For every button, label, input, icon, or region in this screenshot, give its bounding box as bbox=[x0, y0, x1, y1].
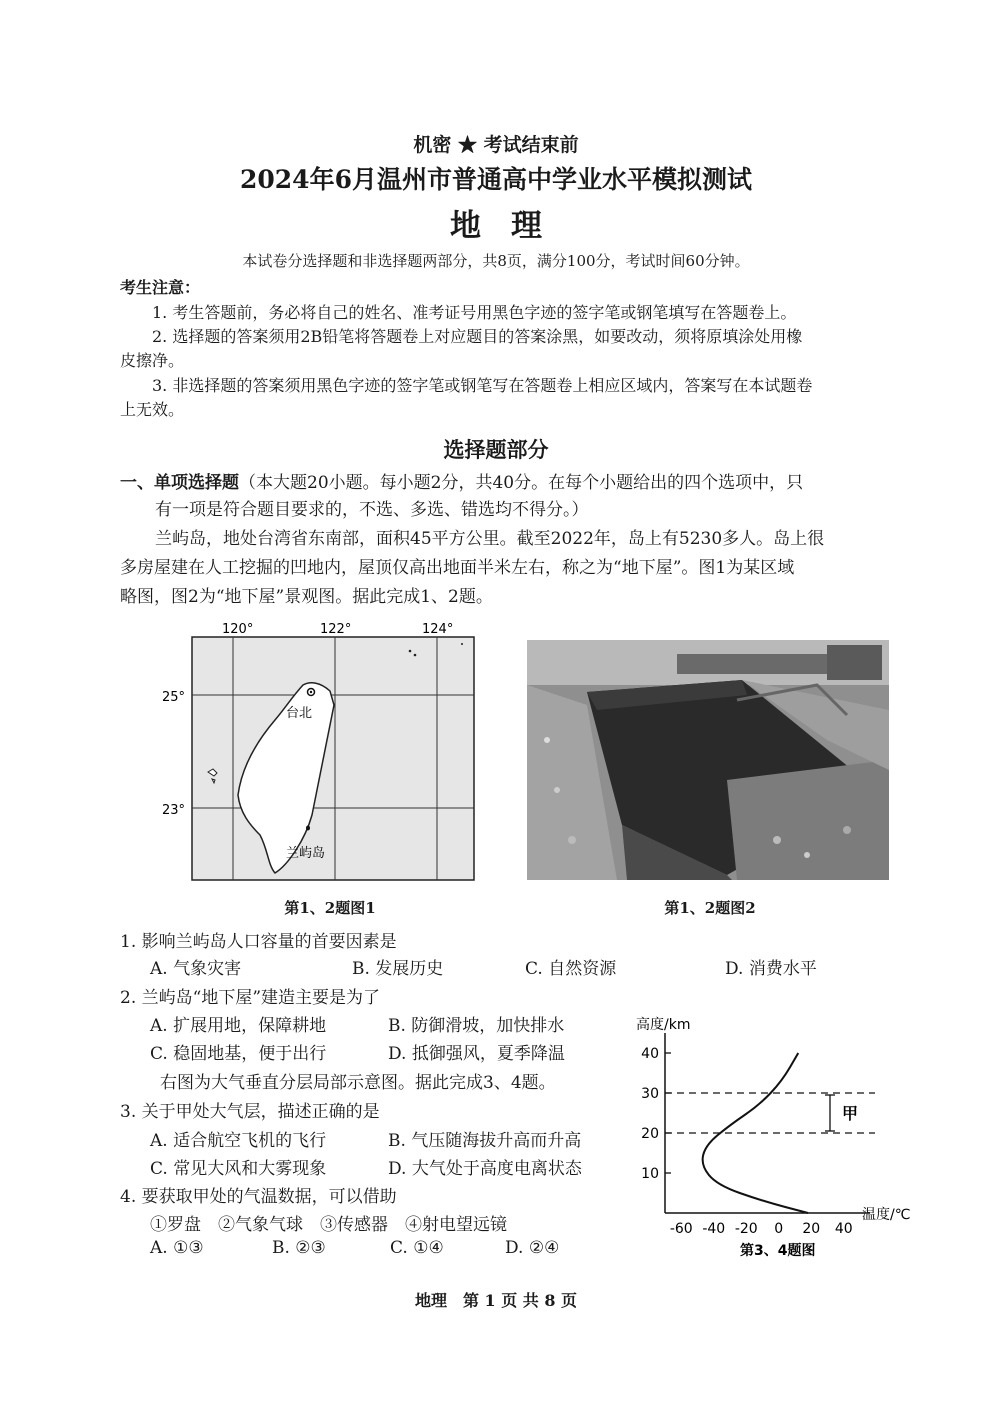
q1-option-b: B. 发展历史 bbox=[352, 959, 444, 979]
lon-label-122: 122° bbox=[320, 622, 352, 637]
notice-heading: 考生注意： bbox=[120, 278, 201, 297]
q3-option-a: A. 适合航空飞机的飞行 bbox=[150, 1131, 327, 1151]
taipei-label: 台北 bbox=[286, 706, 313, 721]
q1-option-c: C. 自然资源 bbox=[525, 959, 617, 979]
islet-2 bbox=[414, 654, 417, 657]
q4-items: ①罗盘 ②气象气球 ③传感器 ④射电望远镜 bbox=[150, 1215, 507, 1235]
passage-line-3: 略图，图2为“地下屋”景观图。据此完成1、2题。 bbox=[120, 587, 493, 607]
chart-xlabel: 温度/℃ bbox=[862, 1207, 911, 1223]
part1-desc: （本大题20小题。每小题2分，共40分。在每个小题给出的四个选项中，只 bbox=[239, 473, 804, 493]
q3-option-b: B. 气压随海拔升高而升高 bbox=[388, 1131, 582, 1151]
notice-item-2-cont: 皮擦净。 bbox=[120, 351, 185, 370]
confidential-label: 机密 ★ 考试结束前 bbox=[413, 134, 579, 156]
underground-house-photo bbox=[527, 640, 889, 880]
map-frame bbox=[192, 637, 474, 880]
x-tick-label-0: 0 bbox=[774, 1221, 784, 1237]
part1-instructions bbox=[120, 468, 803, 493]
chart-caption: 第3、4题图 bbox=[740, 1243, 816, 1259]
q2-option-a: A. 扩展用地，保障耕地 bbox=[150, 1016, 327, 1036]
q1-option-d: D. 消费水平 bbox=[725, 959, 817, 979]
q2-option-b: B. 防御滑坡，加快排水 bbox=[388, 1016, 565, 1036]
question-4: 4. 要获取甲处的气温数据，可以借助 bbox=[120, 1187, 397, 1207]
q2-option-d: D. 抵御强风，夏季降温 bbox=[388, 1044, 565, 1064]
figure2-caption: 第1、2题图2 bbox=[664, 899, 756, 917]
islet-1 bbox=[409, 650, 412, 653]
page-footer: 地理 第 1 页 共 8 页 bbox=[414, 1291, 578, 1310]
q4-option-b: B. ②③ bbox=[272, 1238, 326, 1258]
y-tick-label-40: 40 bbox=[641, 1046, 659, 1062]
lat-label-23: 23° bbox=[162, 803, 186, 818]
taipei-dot bbox=[310, 691, 312, 693]
x-tick-label--40: -40 bbox=[702, 1221, 726, 1237]
passage-line-1: 兰屿岛，地处台湾省东南部，面积45平方公里。截至2022年，岛上有5230多人。岛上很 bbox=[155, 529, 825, 549]
q3-option-c: C. 常见大风和大雾现象 bbox=[150, 1159, 327, 1179]
atmosphere-chart bbox=[630, 1005, 930, 1265]
part1-desc-cont: 有一项是符合题目要求的，不选、多选、错选均不得分。） bbox=[155, 500, 589, 520]
notice-item-1: 1. 考生答题前，务必将自己的姓名、准考证号用黑色字迹的签字笔或钢笔填写在答题卷上。 bbox=[152, 303, 797, 322]
y-tick-label-20: 20 bbox=[641, 1126, 659, 1142]
lanyu-island bbox=[306, 826, 310, 831]
layer-label: 甲 bbox=[842, 1104, 859, 1123]
chart-ylabel: 高度/km bbox=[636, 1017, 691, 1033]
q2-option-c: C. 稳固地基，便于出行 bbox=[150, 1044, 327, 1064]
exam-intro: 本试卷分选择题和非选择题两部分，共8页，满分100分，考试时间60分钟。 bbox=[242, 252, 750, 270]
q3-option-d: D. 大气处于高度电离状态 bbox=[388, 1159, 582, 1179]
lon-label-120: 120° bbox=[222, 622, 254, 637]
x-tick-label-40: 40 bbox=[834, 1221, 853, 1237]
section-title: 选择题部分 bbox=[443, 437, 549, 462]
x-tick-label-20: 20 bbox=[802, 1221, 821, 1237]
q4-option-c: C. ①④ bbox=[390, 1238, 444, 1258]
exam-title: 2024年6月温州市普通高中学业水平模拟测试 bbox=[240, 165, 752, 194]
islet-3 bbox=[461, 643, 463, 645]
question-1: 1. 影响兰屿岛人口容量的首要因素是 bbox=[120, 932, 397, 952]
q4-option-d: D. ②④ bbox=[505, 1238, 560, 1258]
figure1-caption: 第1、2题图1 bbox=[284, 899, 376, 917]
question-2: 2. 兰屿岛“地下屋”建造主要是为了 bbox=[120, 988, 381, 1008]
notice-item-3-cont: 上无效。 bbox=[120, 400, 185, 419]
x-tick-label--60: -60 bbox=[669, 1221, 693, 1237]
part1-label: 一、单项选择题 bbox=[120, 473, 239, 493]
q4-option-a: A. ①③ bbox=[150, 1238, 204, 1258]
q1-option-a: A. 气象灾害 bbox=[150, 959, 242, 979]
passage-line-2: 多房屋建在人工挖掘的凹地内，屋顶仅高出地面半米左右，称之为“地下屋”。图1为某区域 bbox=[120, 558, 795, 578]
lon-label-124: 124° bbox=[422, 622, 454, 637]
region-map bbox=[160, 615, 490, 885]
lead-q3-q4: 右图为大气垂直分层局部示意图。据此完成3、4题。 bbox=[160, 1073, 556, 1093]
lat-label-25: 25° bbox=[162, 690, 186, 705]
x-tick-label--20: -20 bbox=[734, 1221, 758, 1237]
subject-title: 地理 bbox=[450, 208, 572, 244]
notice-item-2: 2. 选择题的答案须用2B铅笔将答题卷上对应题目的答案涂黑，如要改动，须将原填涂处用橡 bbox=[152, 327, 803, 346]
notice-item-3: 3. 非选择题的答案须用黑色字迹的签字笔或钢笔写在答题卷上相应区域内，答案写在本试题卷 bbox=[152, 376, 813, 395]
y-tick-label-30: 30 bbox=[641, 1086, 659, 1102]
lanyu-label: 兰屿岛 bbox=[286, 846, 326, 861]
question-3: 3. 关于甲处大气层，描述正确的是 bbox=[120, 1102, 380, 1122]
y-tick-label-10: 10 bbox=[641, 1166, 659, 1182]
